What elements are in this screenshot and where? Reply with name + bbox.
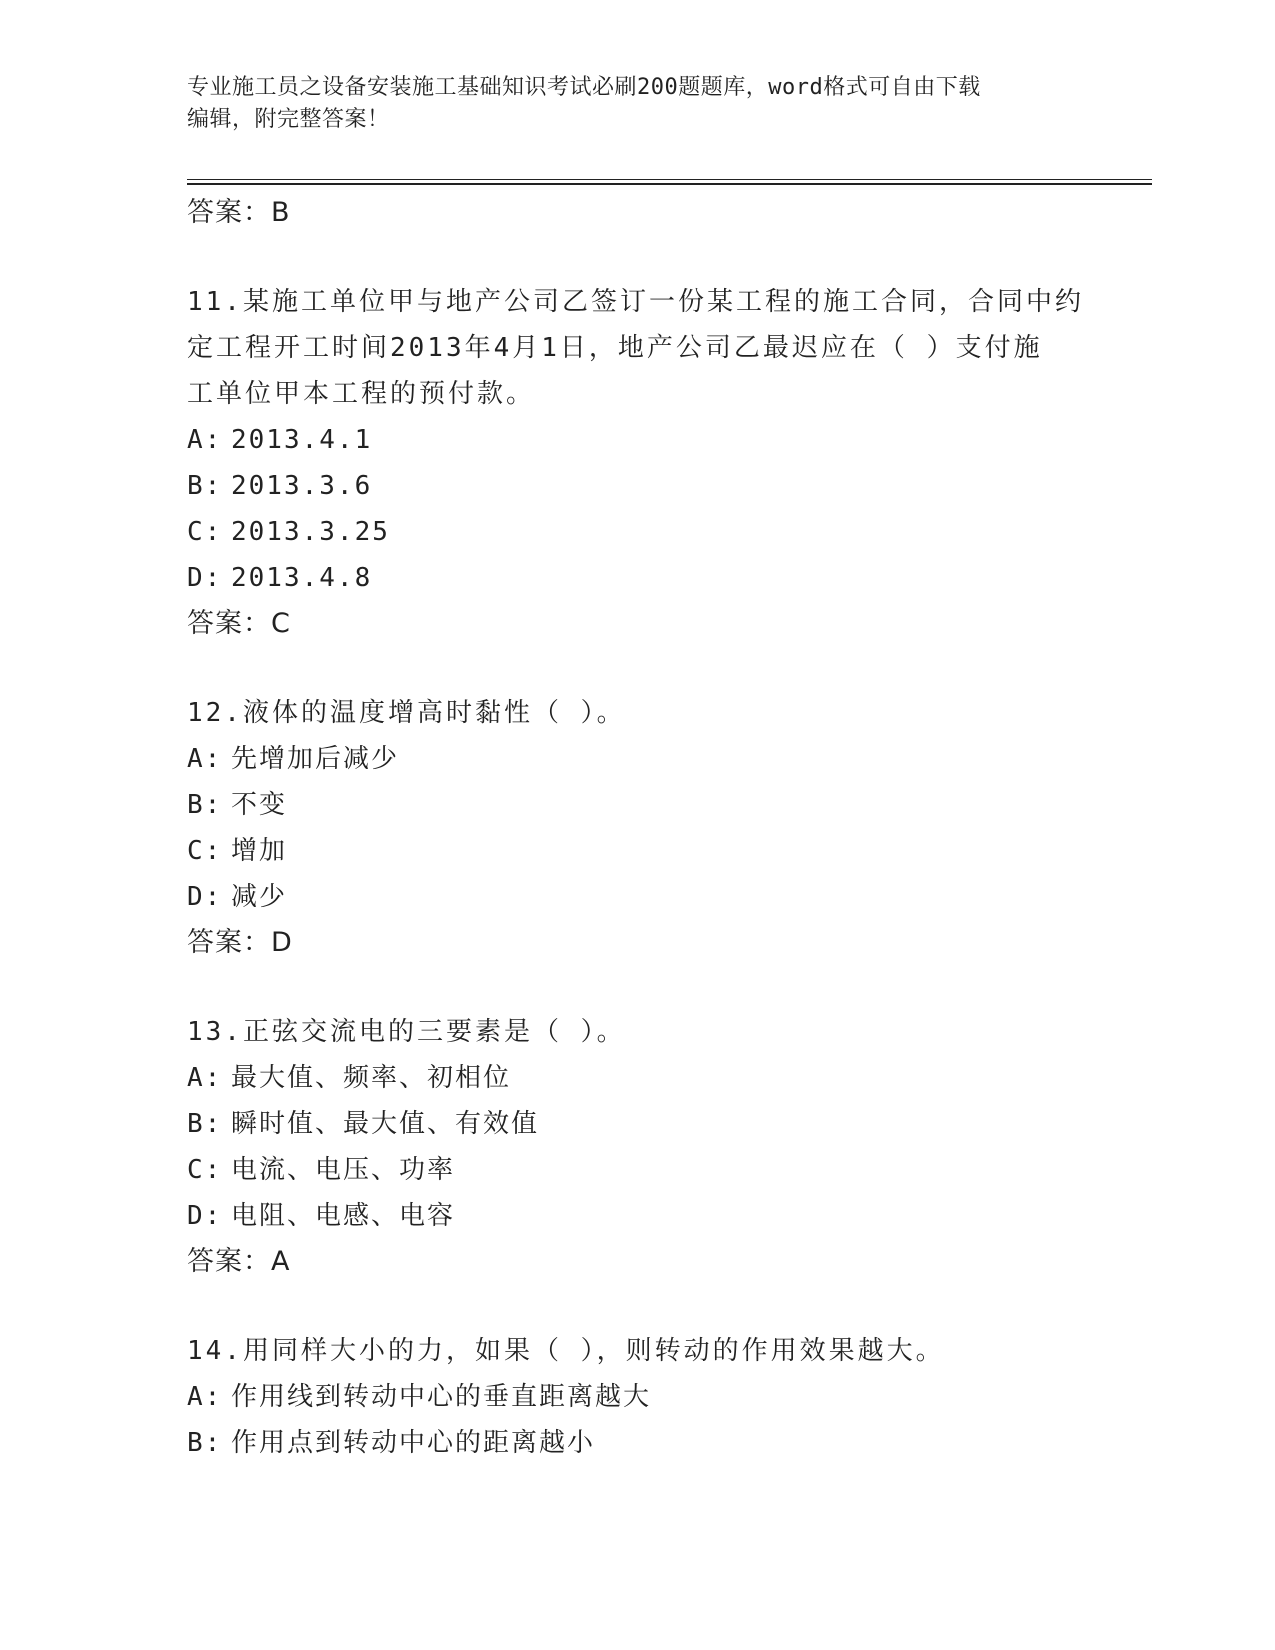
- option-text: 2013.4.1: [231, 425, 373, 455]
- question-14: [187, 1328, 1087, 1466]
- option-a: [187, 1055, 1087, 1101]
- option-letter: B:: [187, 1428, 223, 1458]
- option-d: [187, 874, 1087, 920]
- option-text: 电流、电压、功率: [231, 1155, 456, 1185]
- document-header: [187, 72, 1087, 136]
- option-text: 2013.3.6: [231, 471, 373, 501]
- option-letter: B:: [187, 1109, 223, 1139]
- answer-11: 答案：C: [187, 608, 291, 639]
- header-title-line-2: 编辑，附完整答案！: [187, 107, 390, 132]
- question-13: [187, 1009, 1087, 1328]
- option-a: [187, 417, 1087, 463]
- spacer: [187, 1284, 1087, 1328]
- option-letter: D:: [187, 1201, 223, 1231]
- question-line: 13.正弦交流电的三要素是（ ）。: [187, 1017, 626, 1047]
- option-a: [187, 1374, 1087, 1420]
- option-letter: C:: [187, 1155, 223, 1185]
- question-line: 14.用同样大小的力，如果（ ），则转动的作用效果越大。: [187, 1336, 945, 1366]
- option-letter: D:: [187, 882, 223, 912]
- option-text: 2013.4.8: [231, 563, 373, 593]
- answer-13: 答案：A: [187, 1246, 291, 1277]
- question-12: [187, 690, 1087, 1009]
- question-line: 工单位甲本工程的预付款。: [187, 379, 536, 409]
- option-text: 电阻、电感、电容: [231, 1201, 456, 1231]
- option-text: 减少: [231, 882, 288, 912]
- option-letter: C:: [187, 836, 223, 866]
- header-title-line-1: 专业施工员之设备安装施工基础知识考试必刷200题题库，word格式可自由下载: [187, 75, 981, 100]
- spacer: [187, 646, 1087, 690]
- option-letter: A:: [187, 744, 223, 774]
- question-line: 定工程开工时间2013年4月1日，地产公司乙最迟应在（ ）支付施: [187, 333, 1043, 363]
- spacer: [187, 965, 1087, 1009]
- header-divider-thick: [187, 183, 1152, 185]
- option-letter: B:: [187, 790, 223, 820]
- option-b: [187, 782, 1087, 828]
- option-b: [187, 1420, 1087, 1466]
- question-line: 12.液体的温度增高时黏性（ ）。: [187, 698, 626, 728]
- answer-previous: 答案：B: [187, 197, 291, 228]
- option-d: [187, 555, 1087, 601]
- answer-12: 答案：D: [187, 927, 293, 958]
- question-11: [187, 279, 1087, 690]
- option-b: [187, 1101, 1087, 1147]
- option-letter: A:: [187, 1382, 223, 1412]
- option-letter: D:: [187, 563, 223, 593]
- option-c: [187, 828, 1087, 874]
- option-text: 作用点到转动中心的距离越小: [231, 1428, 596, 1458]
- question-line: 11.某施工单位甲与地产公司乙签订一份某工程的施工合同，合同中约: [187, 287, 1084, 317]
- option-text: 增加: [231, 836, 288, 866]
- question-text: [187, 1009, 1087, 1055]
- option-text: 2013.3.25: [231, 517, 390, 547]
- option-a: [187, 736, 1087, 782]
- option-letter: A:: [187, 425, 223, 455]
- option-text: 先增加后减少: [231, 744, 400, 774]
- option-c: [187, 1147, 1087, 1193]
- question-list: [187, 190, 1087, 1466]
- header-divider-thin: [187, 179, 1152, 180]
- option-d: [187, 1193, 1087, 1239]
- option-text: 不变: [231, 790, 288, 820]
- option-letter: A:: [187, 1063, 223, 1093]
- question-text: [187, 279, 1087, 417]
- option-c: [187, 509, 1087, 555]
- option-text: 瞬时值、最大值、有效值: [231, 1109, 540, 1139]
- option-b: [187, 463, 1087, 509]
- option-text: 作用线到转动中心的垂直距离越大: [231, 1382, 652, 1412]
- question-text: [187, 690, 1087, 736]
- spacer: [187, 235, 1087, 279]
- option-letter: B:: [187, 471, 223, 501]
- option-text: 最大值、频率、初相位: [231, 1063, 512, 1093]
- option-letter: C:: [187, 517, 223, 547]
- question-text: [187, 1328, 1087, 1374]
